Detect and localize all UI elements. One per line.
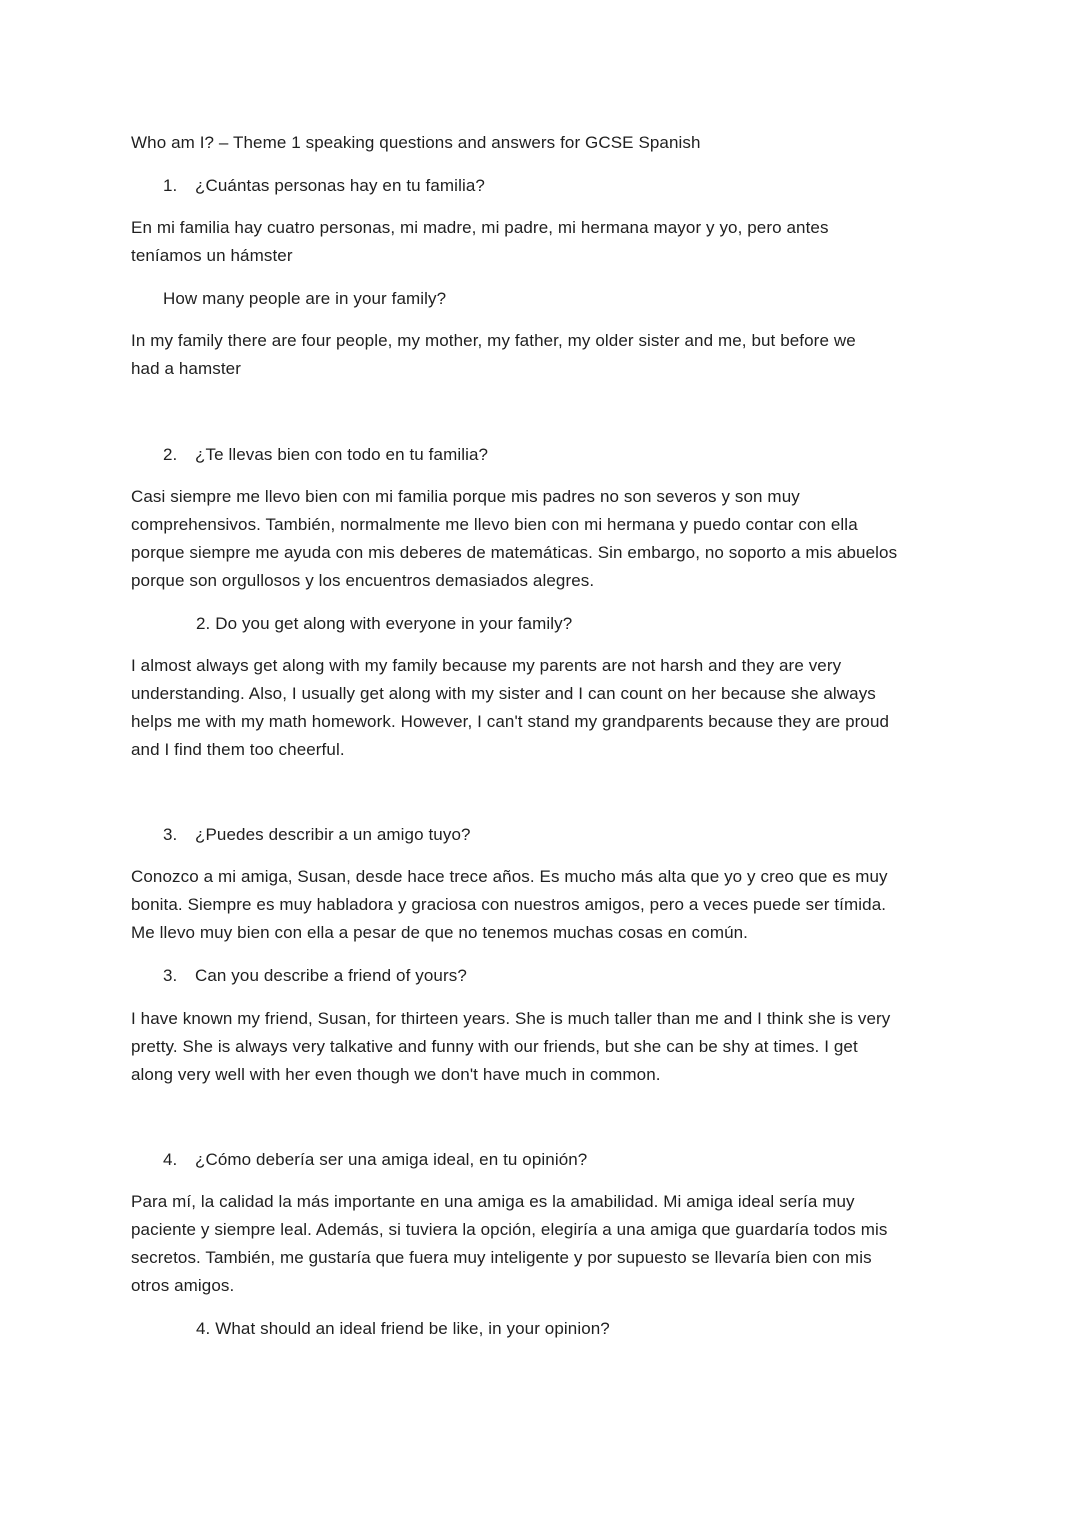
question-text: ¿Cuántas personas hay en tu familia?: [195, 176, 485, 195]
question-3-es: [163, 821, 471, 849]
question-3-en: [163, 962, 467, 990]
question-number: 1.: [163, 176, 178, 195]
answer-line: I have known my friend, Susan, for thirteen years. She is much taller than me and I think she is very: [131, 1009, 891, 1028]
question-text: ¿Cómo debería ser una amiga ideal, en tu opinión?: [195, 1150, 588, 1169]
question-1-en: How many people are in your family?: [163, 289, 447, 308]
answer-3-es: [131, 863, 951, 947]
answer-line: porque son orgullosos y los encuentros demasiados alegres.: [131, 571, 595, 590]
answer-line: Conozco a mi amiga, Susan, desde hace trece años. Es mucho más alta que yo y creo que es muy: [131, 867, 888, 886]
answer-line: otros amigos.: [131, 1276, 235, 1295]
answer-line: and I find them too cheerful.: [131, 740, 345, 759]
answer-line: understanding. Also, I usually get along with my sister and I can count on her because she always: [131, 684, 876, 703]
question-number: 3.: [163, 966, 178, 985]
answer-line: En mi familia hay cuatro personas, mi madre, mi padre, mi hermana mayor y yo, pero antes: [131, 218, 829, 237]
question-text: ¿Te llevas bien con todo en tu familia?: [195, 445, 489, 464]
answer-line: Me llevo muy bien con ella a pesar de que no tenemos muchas cosas en común.: [131, 923, 749, 942]
question-1-es: [163, 172, 485, 200]
answer-4-es: [131, 1188, 951, 1300]
answer-line: bonita. Siempre es muy habladora y graciosa con nuestros amigos, pero a veces puede ser tímida.: [131, 895, 887, 914]
answer-line: secretos. También, me gustaría que fuera muy inteligente y por supuesto se llevaría bien con mis: [131, 1248, 872, 1267]
question-number: 3.: [163, 825, 178, 844]
answer-line: Casi siempre me llevo bien con mi familia porque mis padres no son severos y son muy: [131, 487, 800, 506]
answer-line: had a hamster: [131, 359, 241, 378]
question-4-en: 4. What should an ideal friend be like, in your opinion?: [196, 1319, 610, 1338]
question-2-en: 2. Do you get along with everyone in your family?: [196, 614, 573, 633]
answer-1-en: [131, 327, 951, 383]
question-text: ¿Puedes describir a un amigo tuyo?: [195, 825, 471, 844]
question-4-es: [163, 1146, 587, 1174]
answer-3-en: [131, 1005, 951, 1089]
answer-line: In my family there are four people, my mother, my father, my older sister and me, but before we: [131, 331, 856, 350]
question-number: 2.: [163, 445, 178, 464]
answer-line: porque siempre me ayuda con mis deberes de matemáticas. Sin embargo, no soporto a mis abuelos: [131, 543, 898, 562]
answer-2-en: [131, 652, 951, 764]
question-text: Can you describe a friend of yours?: [195, 966, 467, 985]
page-title: Who am I? – Theme 1 speaking questions and answers for GCSE Spanish: [131, 133, 701, 152]
question-number: 4.: [163, 1150, 178, 1169]
answer-2-es: [131, 483, 951, 595]
answer-line: pretty. She is always very talkative and funny with our friends, but she can be shy at times. I get: [131, 1037, 858, 1056]
answer-line: teníamos un hámster: [131, 246, 293, 265]
answer-line: along very well with her even though we don't have much in common.: [131, 1065, 661, 1084]
answer-line: I almost always get along with my family because my parents are not harsh and they are very: [131, 656, 842, 675]
answer-1-es: [131, 214, 951, 270]
answer-line: comprehensivos. También, normalmente me llevo bien con mi hermana y puedo contar con ella: [131, 515, 858, 534]
answer-line: helps me with my math homework. However, I can't stand my grandparents because they are proud: [131, 712, 890, 731]
question-2-es: [163, 441, 488, 469]
answer-line: paciente y siempre leal. Además, si tuviera la opción, elegiría a una amiga que guardaría todos mis: [131, 1220, 888, 1239]
answer-line: Para mí, la calidad la más importante en una amiga es la amabilidad. Mi amiga ideal sería muy: [131, 1192, 855, 1211]
